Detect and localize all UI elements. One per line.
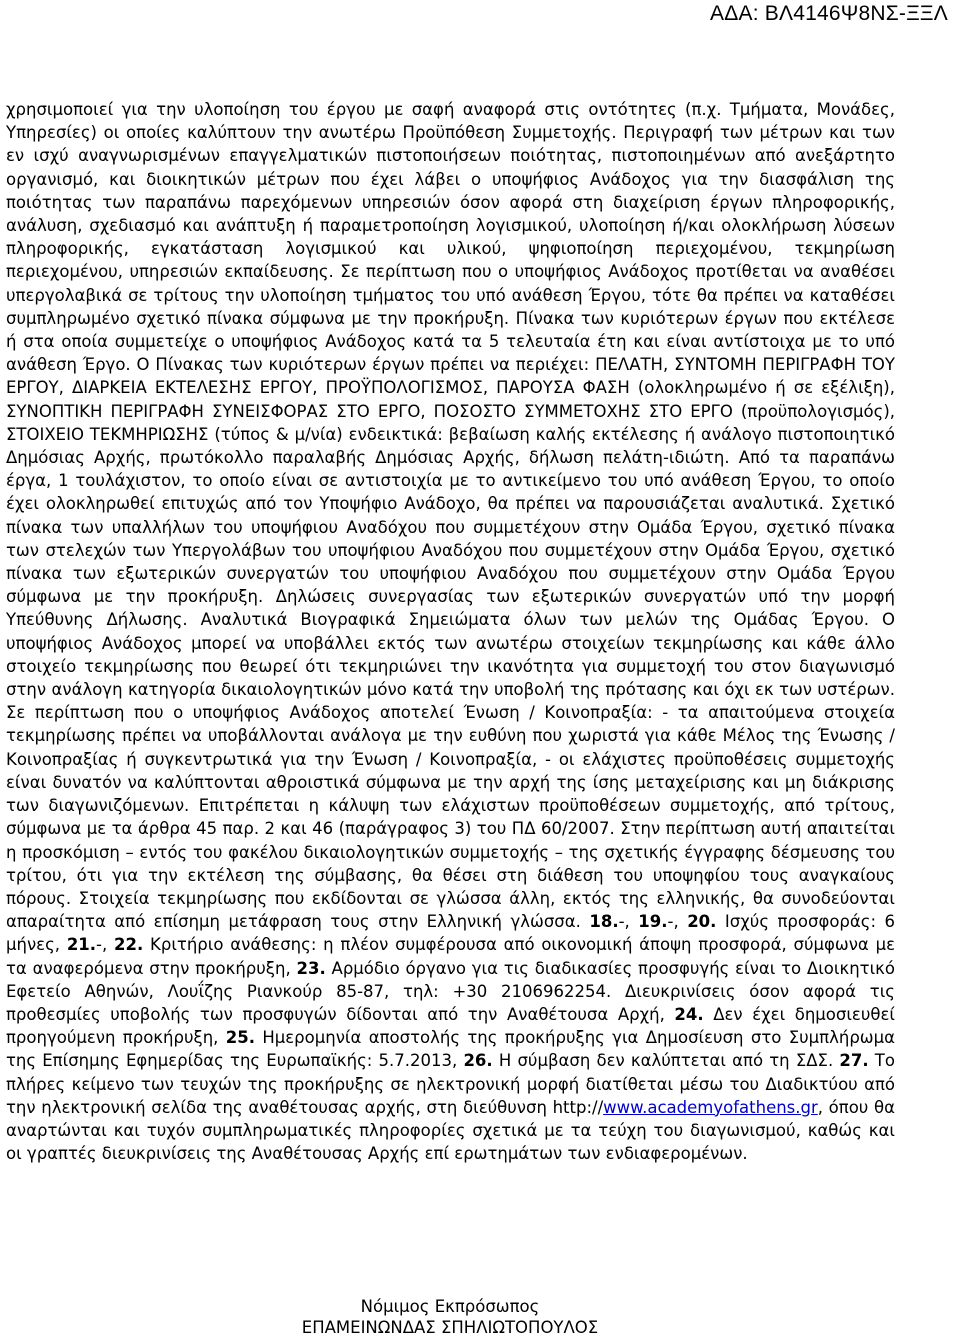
item-number-20: 20. [687,912,717,932]
item-number-22: 22. [114,935,144,955]
body-text: Η σύμβαση δεν καλύπτεται από τη ΣΔΣ. [492,1051,840,1071]
body-text: Ημερομηνία αποστολής της προκήρυξης για Δημοσίευση στο Συμπλήρωμα της Επίσημης Εφημερίδας της Ευρωπαϊκής: 5.7.2013, [6,1028,895,1071]
body-text: Το πλήρες κείμενο των τευχών της προκήρυξης σε ηλεκτρονική μορφή διατίθεται μέσω του Διαδικτύου από την ηλεκτρονική σελίδα της αναθέτουσας αρχής, στη διεύθυνση http:// [6,1051,895,1117]
body-text: -, [96,935,115,955]
body-text: -, [618,912,639,932]
item-number-24: 24. [674,1004,704,1024]
body-text: , όπου θα αναρτώνται και τυχόν συμπληρωματικές πληροφορίες σχετικά με τα τεύχη του διαγωνισμού, καθώς και οι γραπτές διευκρινίσεις της Αναθέτουσας Αρχής επί ερωτημάτων των ενδιαφερομένων. [6,1097,895,1164]
item-number-19: 19. [638,912,668,932]
signature-block [0,1296,900,1338]
signatory-role: Νόμιμος Εκπρόσωπος [360,1297,540,1316]
document-code-header: ΑΔΑ: ΒΛ4146Ψ8ΝΣ-ΞΞΛ [710,2,948,25]
item-number-27: 27. [839,1051,869,1071]
body-text: χρησιμοποιεί για την υλοποίηση του έργου με σαφή αναφορά στις οντότητες (π.χ. Τμήματα, Μονάδες, Υπηρεσίες) οι οποίες καλύπτουν την ανωτέρω Προϋπόθεση Συμμετοχής. Περιγραφή των μέτρων και των εν ισχύ αναγνωρισμένων επαγγελματικών πιστοποιήσεων ποιότητας, πιστοποιημένων από ανεξάρτητο οργανισμό, και διοικητικών μέτρων που έχει λάβει ο υποψήφιος Ανάδοχος για την διασφάλιση της ποιότητας των παραπάνω παρεχόμενων υπηρεσιών όσον αφορά στη διαχείριση έργων πληροφορικής, ανάλυση, σχεδιασμό και ανάπτυξη ή παραμετροποίηση λογισμικού, υλοποίηση ή/και ολοκλήρωση λύσεων πληροφορικής, εγκατάσταση λογισμικού και υλικού, ψηφιοποίηση περιεχομένου, τεκμηρίωση περιεχομένου, υπηρεσιών εκπαίδευσης. Σε περίπτωση που ο υποψήφιος Ανάδοχος προτίθεται να αναθέσει υπεργολαβικά σε τρίτους την υλοποίηση τμήματος του υπό ανάθεση Έργου, τότε θα πρέπει να καταθέσει συμπληρωμένο σχετικό πίνακα σύμφωνα με την προκήρυξη. Πίνακα των κυριότερων έργων που εκτέλεσε ή στα οποία συμμετείχε ο υποψήφιος Ανάδοχος κατά τα 5 τελευταία έτη και είναι αντίστοιχα με το υπό ανάθεση Έργο. Ο Πίνακας των κυριότερων έργων πρέπει να περιέχει: ΠΕΛΑΤΗ, ΣΥΝΤΟΜΗ ΠΕΡΙΓΡΑΦΗ ΤΟΥ ΕΡΓΟΥ, ΔΙΑΡΚΕΙΑ ΕΚΤΕΛΕΣΗΣ ΕΡΓΟΥ, ΠΡΟΫΠΟΛΟΓΙΣΜΟΣ, ΠΑΡΟΥΣΑ ΦΑΣΗ (ολοκληρωμένο ή σε εξέλιξη), ΣΥΝΟΠΤΙΚΗ ΠΕΡΙΓΡΑΦΗ ΣΥΝΕΙΣΦΟΡΑΣ ΣΤΟ ΕΡΓΟ, ΠΟΣΟΣΤΟ ΣΥΜΜΕΤΟΧΗΣ ΣΤΟ ΕΡΓΟ (προϋπολογισμός), ΣΤΟΙΧΕΙΟ ΤΕΚΜΗΡΙΩΣΗΣ (τύπος & μ/νία) ενδεικτικά: βεβαίωση καλής εκτέλεσης ή ανάλογο πιστοποιητικό Δημόσιας Αρχής, πρωτόκολλο παραλαβής Δημόσιας Αρχής, δήλωση πελάτη-ιδιώτη. Από τα παραπάνω έργα, 1 τουλάχιστον, το οποίο είναι σε αντιστοιχία με το αντικείμενο του υπό ανάθεση Έργου, το οποίο έχει ολοκληρωθεί επιτυχώς από τον Υποψήφιο Ανάδοχο, θα πρέπει να παρουσιάζεται αναλυτικά. Σχετικό πίνακα των υπαλλήλων του υποψήφιου Αναδόχου που συμμετέχουν στην Ομάδα Έργου, σχετικό πίνακα των στελεχών των Υπεργολάβων του υποψήφιου Αναδόχου που συμμετέχουν στην Ομάδα Έργου, σχετικό πίνακα των εξωτερικών συνεργατών του υποψήφιου Αναδόχου που συμμετέχουν στην Ομάδα Έργου σύμφωνα με την προκήρυξη. Δηλώσεις συνεργασίας των εξωτερικών συνεργατών υπό την μορφή Υπεύθυνης Δήλωσης. Αναλυτικά Βιογραφικά Σημειώματα όλων των μελών της Ομάδας Έργου. Ο υποψήφιος Ανάδοχος μπορεί να υποβάλλει εκτός των ανωτέρω στοιχείων τεκμηρίωσης και κάθε άλλο στοιχείο τεκμηρίωσης που θεωρεί ότι τεκμηριώνει την ικανότητα για συμμετοχή του στον διαγωνισμό στην ανάλογη κατηγορία δικαιολογητικών μόνο κατά την υποβολή της πρότασης και όχι εκ των υστέρων. Σε περίπτωση που ο υποψήφιος Ανάδοχος αποτελεί Ένωση / Κοινοπραξία: - τα απαιτούμενα στοιχεία τεκμηρίωσης πρέπει να υποβάλλονται ανάλογα με την ευθύνη που χωριστά για κάθε Μέλος της Ένωσης / Κοινοπραξίας ή συγκεντρωτικά για την Ένωση / Κοινοπραξία, - οι ελάχιστες προϋποθέσεις συμμετοχής είναι δυνατόν να καλύπτονται αθροιστικά σύμφωνα με την αρχή της ίσης μεταχείρισης και μη διάκρισης των διαγωνιζόμενων. Επιτρέπεται η κάλυψη των ελάχιστων προϋποθέσεων συμμετοχής, από τρίτους, σύμφωνα με τα άρθρα 45 παρ. 2 και 46 (παράγραφος 3) του ΠΔ 60/2007. Στην περίπτωση αυτή απαιτείται η προσκόμιση – εντός του φακέλου δικαιολογητικών συμμετοχής – της σχετικής έγγραφης δέσμευσης του τρίτου, ότι για την εκτέλεση της σύμβασης, θα θέσει στη διάθεση του υποψηφίου τους αναγκαίους πόρους. Στοιχεία τεκμηρίωσης που εκδίδονται σε γλώσσα άλλη, εκτός της ελληνικής, θα συνοδεύονται απαραίτητα από επίσημη μετάφραση τους στην Ελληνική γλώσσα. [6,100,895,932]
item-number-18: 18. [589,912,619,932]
body-text: Ισχύς προσφοράς: 6 μήνες, [6,912,895,955]
item-number-26: 26. [463,1051,493,1071]
signatory-name: ΕΠΑΜΕΙΝΩΝΔΑΣ ΣΠΗΛΙΩΤΟΠΟΥΛΟΣ [301,1318,599,1337]
body-text: -, [667,912,688,932]
website-link[interactable]: www.academyofathens.gr [603,1097,818,1117]
document-body [6,98,895,1165]
item-number-21: 21. [66,935,97,955]
item-number-23: 23. [296,958,326,978]
body-text: Δεν έχει δημοσιευθεί προηγούμενη προκήρυξη, [6,1004,895,1048]
body-text: Αρμόδιο όργανο για τις διαδικασίες προσφυγής είναι το Διοικητικό Εφετείο Αθηνών, Λουΐζης Ριανκούρ 85-87, τηλ: +30 2106962254. Διευκρινίσεις όσον αφορά τις προθεσμίες υποβολής των προσφυγών δίδονται από την Αναθέτουσα Αρχή, [6,958,895,1024]
body-text: Κριτήριο ανάθεσης: η πλέον συμφέρουσα από οικονομική άποψη προσφορά, σύμφωνα με τα αναφερόμενα στην προκήρυξη, [6,935,896,978]
body-paragraph [6,98,895,1165]
item-number-25: 25. [225,1028,255,1048]
